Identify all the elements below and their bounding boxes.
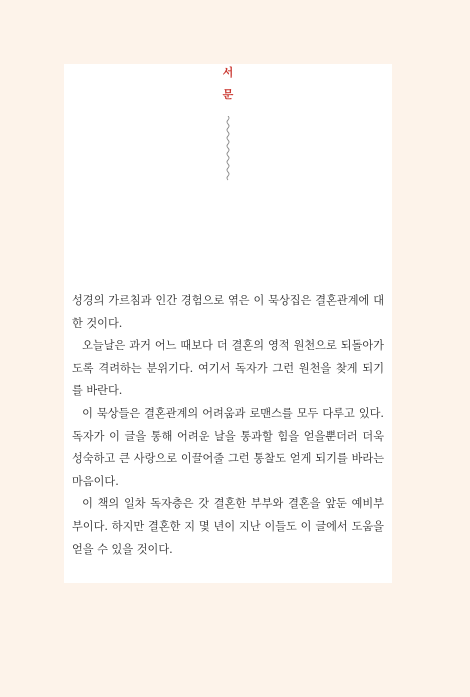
paragraph: 이 묵상들은 결혼관계의 어려움과 로맨스를 모두 다루고 있다. 독자가 이 글을 통해 어려운 날을 통과할 힘을 얻을뿐더러 더욱 성숙하고 큰 사랑으로 이끌어줄 그런 통찰도 얻게 되기를 바라는 마음이다. xyxy=(72,406,384,488)
paragraph: 이 책의 일차 독자층은 갓 결혼한 부부와 결혼을 앞둔 예비부부이다. 하지만 결혼한 지 몇 년이 지난 이들도 이 글에서 도움을 얻을 수 있을 것이다. xyxy=(72,497,384,556)
heading-char-2: 문 xyxy=(222,88,234,101)
preface-body xyxy=(72,290,384,561)
paragraph: 오늘날은 과거 어느 때보다 더 결혼의 영적 원천으로 되돌아가도록 격려하는 분위기다. 여기서 독자가 그런 원천을 찾게 되기를 바란다. xyxy=(72,339,384,398)
book-page xyxy=(64,64,392,583)
paragraph: 성경의 가르침과 인간 경험으로 엮은 이 묵상집은 결혼관계에 대한 것이다. xyxy=(72,294,384,330)
wavy-divider-ornament xyxy=(224,116,232,182)
heading-char-1: 서 xyxy=(222,66,234,79)
